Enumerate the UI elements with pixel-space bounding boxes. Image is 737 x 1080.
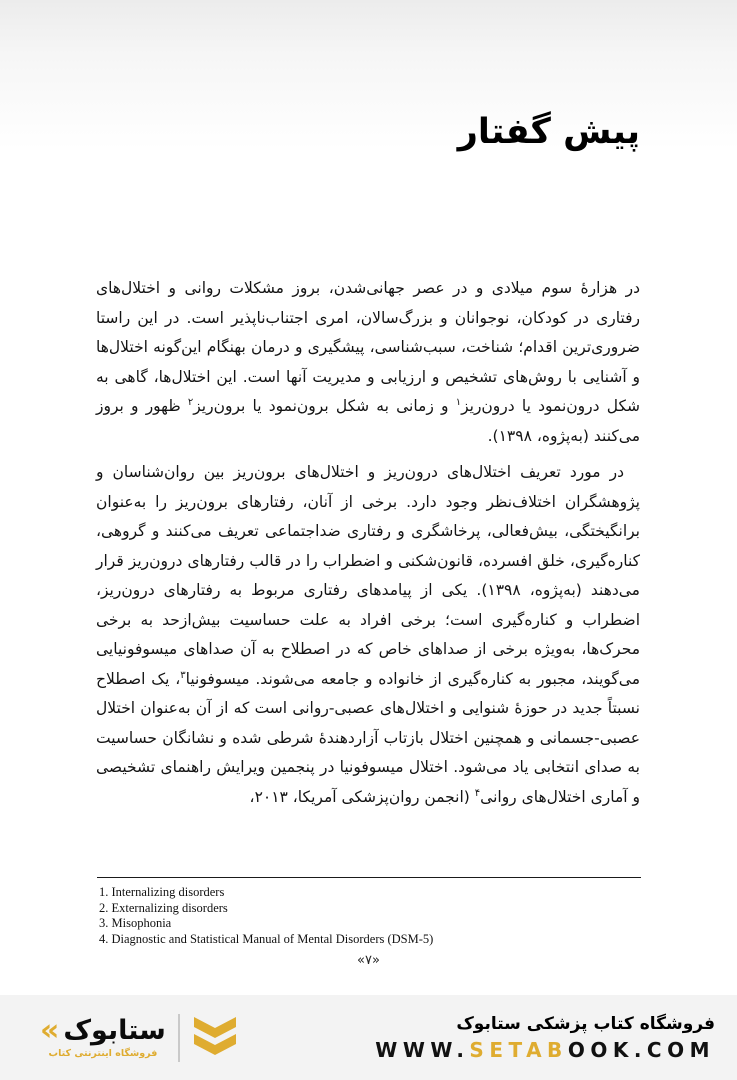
logo-divider [178, 1014, 180, 1062]
url-part: OOK.COM [567, 1037, 715, 1062]
footnote-marker: ۱ [455, 396, 462, 408]
setabook-logo [40, 1014, 238, 1062]
paragraph: در مورد تعریف اختلال‌های درون‌ریز و اختلال‌های برون‌ریز بین روان‌شناسان و پژوهشگران اختلاف‌نظر وجود دارد. برخی از آنان، رفتارهای برون‌ریز را به‌عنوان برانگیختگی، بیش‌فعالی، پرخاشگری و رفتاری ضداجتماعی تعریف می‌کنند و گروهی، کناره‌گیری، خلق افسرده، قانون‌شکنی و اضطراب را در قالب رفتارهای درون‌ریز قرار می‌دهند (به‌پژوه، ۱۳۹۸). یکی از پیامدهای رفتاری مربوط به رفتارهای درون‌ریز، اضطراب و کناره‌گیری است؛ برخی افراد به علت حساسیت بیش‌ازحد به برخی محرک‌ها، به‌ویژه برخی از صداهای خاص که در اصطلاح به آن صداهای میسوفونیایی می‌گویند، مجبور به کناره‌گیری از خانواده و جامعه می‌شوند. میسوفونیا$^۳$، یک اصطلاح نسبتاً جدید در حوزهٔ شنوایی و اختلال‌های عصبی-روانی است که از آن به‌عنوان اختلال عصبی-جسمانی و همچنین اختلال بازتاب آزاردهندهٔ شرطی شده و نشانگان حساسیت به صدای انتخابی یاد می‌شود. اختلال میسوفونیا در پنجمین ویرایش راهنمای تشخیصی و آماری اختلال‌های روانی$^۴$ (انجمن روان‌پزشکی آمریکا، ۲۰۱۳، [96, 463, 640, 806]
footnote-divider [97, 877, 641, 878]
publisher-footer [0, 995, 737, 1080]
footnotes [99, 885, 641, 947]
chevron-book-icon [192, 1015, 238, 1061]
paragraph: در هزارهٔ سوم میلادی و در عصر جهانی‌شدن، بروز مشکلات روانی و اختلال‌های رفتاری در کودکان، نوجوانان و بزرگ‌سالان، امری اجتناب‌ناپذیر است. در این راستا ضروری‌ترین اقدام؛ شناخت، سبب‌شناسی، پیشگیری و درمان بهنگام این‌گونه اختلال‌ها و آشنایی با روش‌های تشخیص و ارزیابی و مدیریت آنها است. این اختلال‌ها، گاهی به شکل درون‌نمود یا درون‌ریز$^۱$ و زمانی به شکل برون‌نمود یا برون‌ریز$^۲$ ظهور و بروز می‌کنند (به‌پژوه، ۱۳۹۸). [96, 279, 640, 445]
footnote-marker: ۲ [187, 396, 194, 408]
logo-guillemet-icon: « [40, 1013, 60, 1048]
footer-right [375, 1014, 715, 1062]
footnote: 3. Misophonia [99, 916, 172, 930]
body-text [96, 274, 640, 812]
store-name: فروشگاه کتاب پزشکی ستابوک [456, 1013, 715, 1034]
logo-name: ستابوک [63, 1015, 166, 1047]
url-part: WWW. [375, 1037, 470, 1062]
footnote-marker: ۳ [180, 669, 186, 681]
logo-name-row [40, 1013, 166, 1048]
page-title: پیش گفتار [457, 112, 640, 152]
logo-text-block [40, 1013, 166, 1059]
footnote: 4. Diagnostic and Statistical Manual of Mental Disorders (DSM-5) [99, 931, 434, 946]
footnote-marker: ۴ [474, 787, 481, 799]
footnote: 1. Internalizing disorders [99, 885, 225, 899]
website-url [375, 1038, 715, 1062]
url-part: SETAB [469, 1037, 568, 1062]
footnote: 2. Externalizing disorders [99, 900, 228, 915]
logo-subtitle: فروشگاه اینترنتی کتاب [48, 1048, 158, 1059]
page-number: «۷» [357, 953, 380, 968]
